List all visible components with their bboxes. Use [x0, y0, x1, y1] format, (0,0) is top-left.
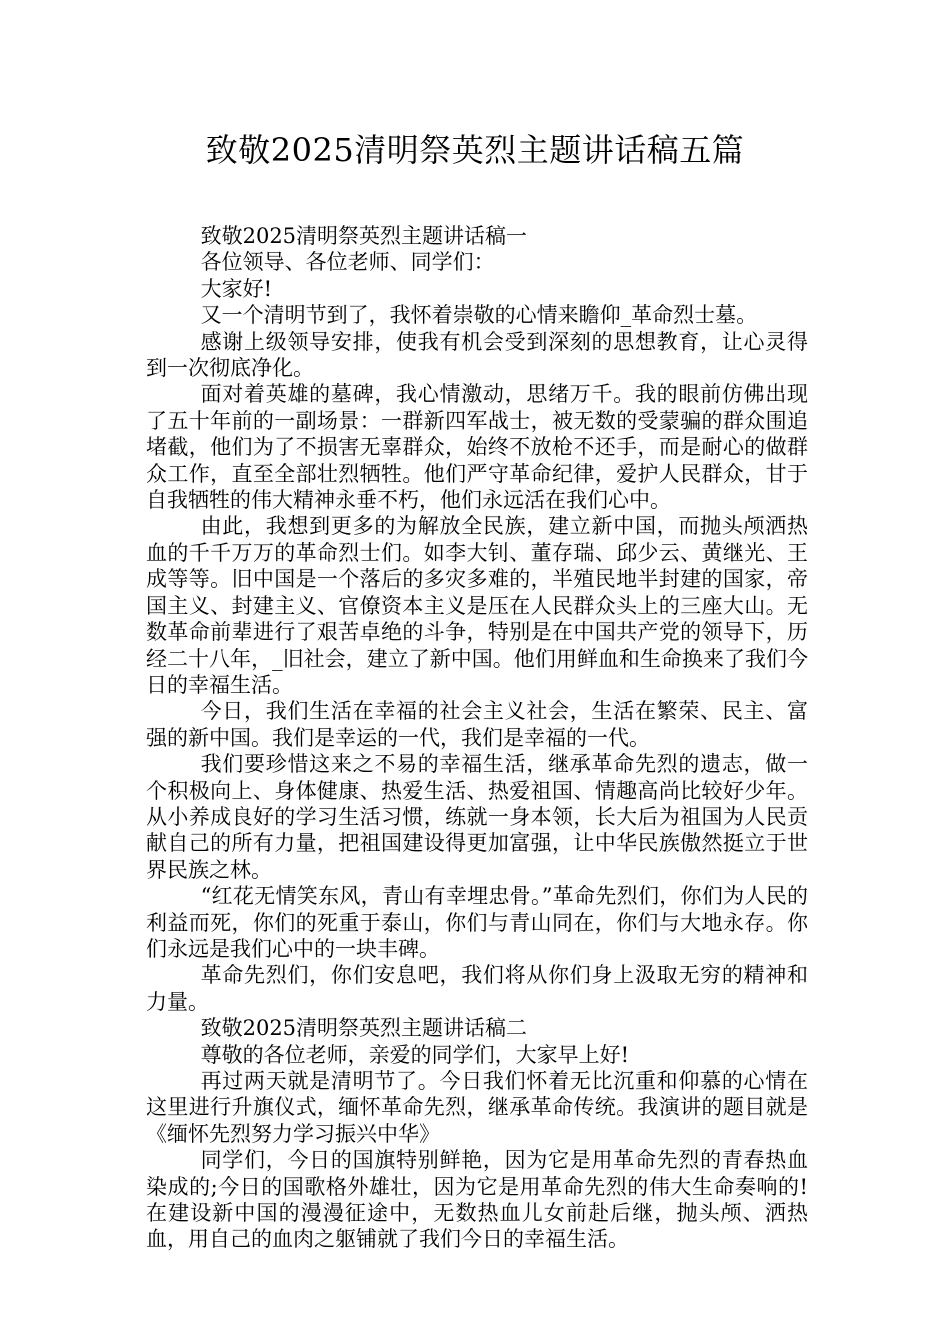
paragraph: 再过两天就是清明节了。今日我们怀着无比沉重和仰慕的心情在这里进行升旗仪式，缅怀革命先烈，继承革命传统。我演讲的题目就是《缅怀先烈努力学习振兴中华》: [146, 1069, 808, 1146]
salutation: 各位领导、各位老师、同学们：: [200, 250, 495, 275]
paragraph: “红花无情笑东风，青山有幸埋忠骨。”革命先烈们，你们为人民的利益而死，你们的死重于泰山，你们与青山同在，你们与大地永存。你们永远是我们心中的一块丰碑。: [146, 884, 808, 961]
paragraph: 由此，我想到更多的为解放全民族，建立新中国，而抛头颅洒热血的千千万万的革命烈士们。如李大钊、董存瑞、邱少云、黄继光、王成等等。旧中国是一个落后的多灾多难的，半殖民地半封建的国家，帝国主义、封建主义、官僚资本主义是压在人民群众头上的三座大山。无数革命前辈进行了艰苦卓绝的斗争，特别是在中国共产党的领导下，历经二十八年，_旧社会，建立了新中国。他们用鲜血和生命换来了我们今日的幸福生活。: [146, 514, 808, 697]
paragraph: 革命先烈们，你们安息吧，我们将从你们身上汲取无穷的精神和力量。: [146, 963, 808, 1014]
greeting: 大家好!: [200, 276, 273, 301]
paragraph: 同学们，今日的国旗特别鲜艳，因为它是用革命先烈的青春热血染成的;今日的国歌格外雄壮，因为它是用革命先烈的伟大生命奏响的!在建设新中国的漫漫征途中，无数热血儿女前赴后继，抛头颅、洒热血，用自己的血肉之躯铺就了我们今日的幸福生活。: [146, 1148, 808, 1252]
document-body: [146, 223, 808, 1253]
paragraph: 今日，我们生活在幸福的社会主义社会，生活在繁荣、民主、富强的新中国。我们是幸运的一代，我们是幸福的一代。: [146, 699, 808, 750]
paragraph: 又一个清明节到了，我怀着崇敬的心情来瞻仰_革命烈士墓。: [200, 303, 758, 328]
salutation: 尊敬的各位老师，亲爱的同学们，大家早上好!: [200, 1042, 630, 1067]
speech-heading-2: 致敬2025清明祭英烈主题讲话稿二: [200, 1016, 528, 1041]
speech-heading-1: 致敬2025清明祭英烈主题讲话稿一: [200, 224, 528, 248]
document-title: 致敬2025清明祭英烈主题讲话稿五篇: [205, 131, 745, 169]
paragraph: 面对着英雄的墓碑，我心情激动，思绪万千。我的眼前仿佛出现了五十年前的一副场景：一群新四军战士，被无数的受蒙骗的群众围追堵截，他们为了不损害无辜群众，始终不放枪不还手，而是耐心的做群众工作，直至全部壮烈牺牲。他们严守革命纪律，爱护人民群众，甘于自我牺牲的伟大精神永垂不朽，他们永远活在我们心中。: [146, 382, 808, 513]
paragraph: 感谢上级领导安排，使我有机会受到深刻的思想教育，让心灵得到一次彻底净化。: [146, 329, 808, 381]
paragraph: 我们要珍惜这来之不易的幸福生活，继承革命先烈的遗志，做一个积极向上、身体健康、热爱生活、热爱祖国、情趣高尚比较好少年。从小养成良好的学习生活习惯，练就一身本领，长大后为祖国为人民贡献自己的所有力量，把祖国建设得更加富强，让中华民族傲然挺立于世界民族之林。: [146, 752, 808, 882]
